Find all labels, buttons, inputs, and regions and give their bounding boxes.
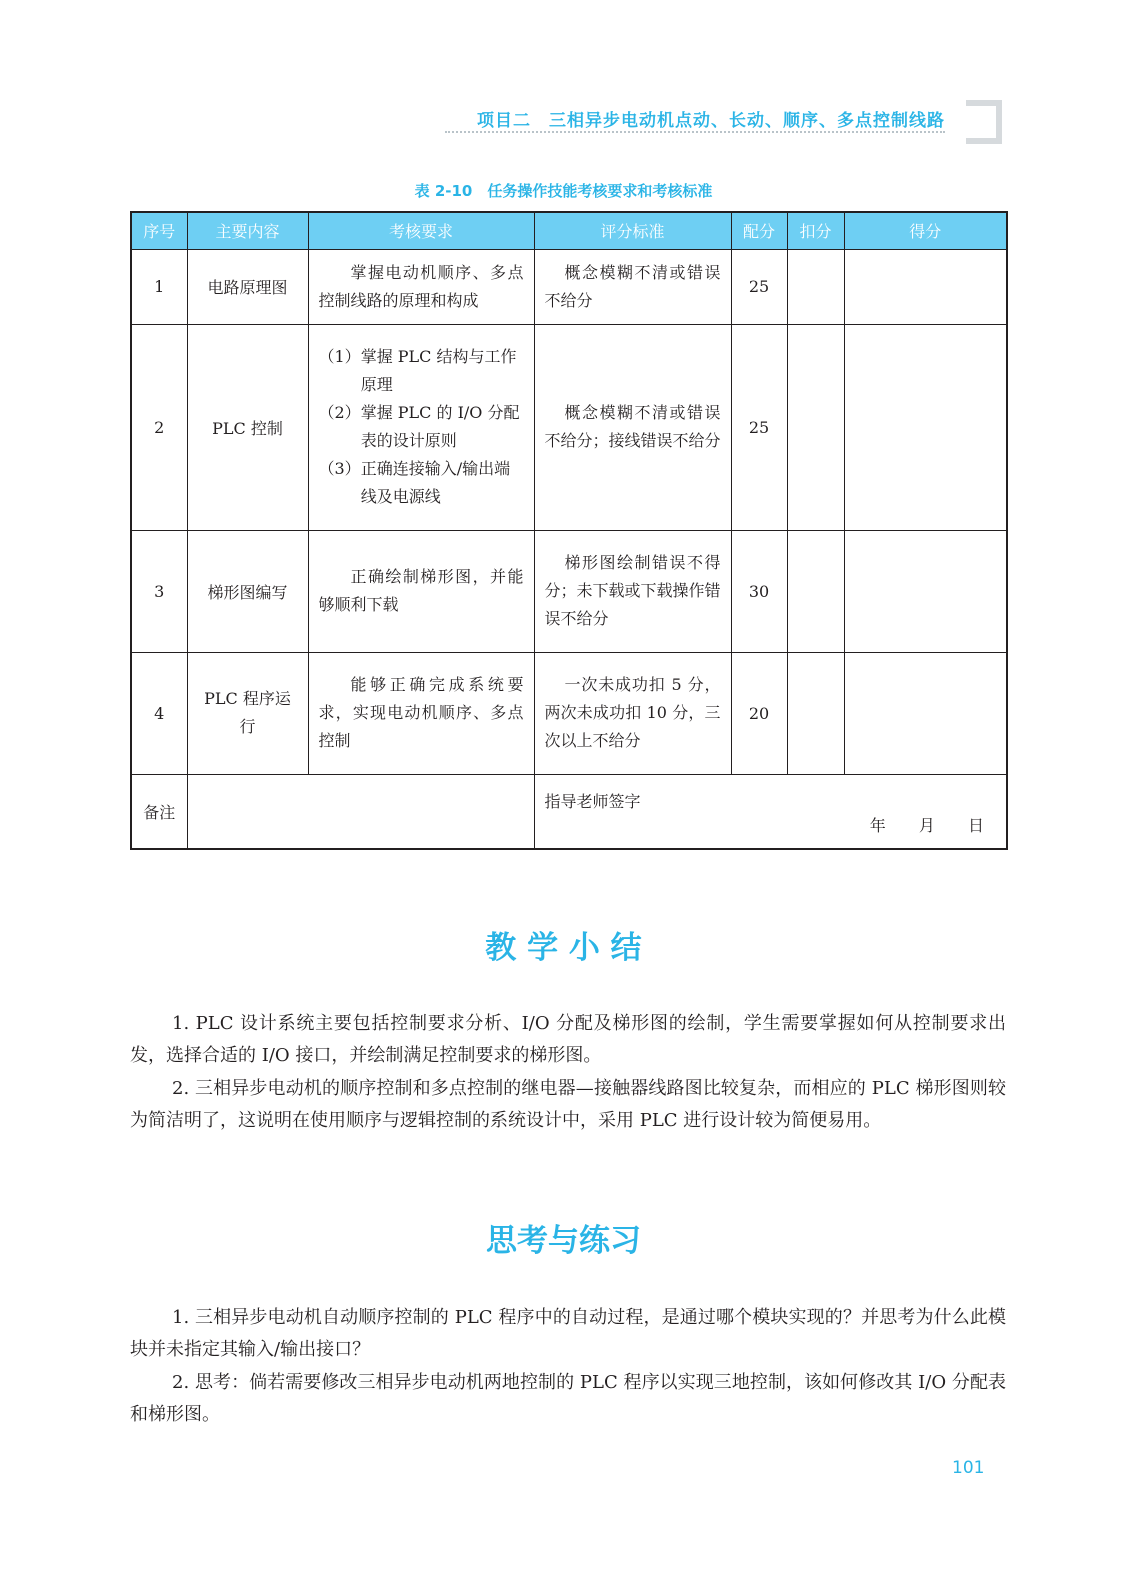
- requirement-item-number: （2）: [318, 403, 361, 422]
- cell-remarks-label: 备注: [131, 774, 187, 849]
- cell-content: PLC 程序运行: [187, 652, 308, 774]
- cell-standard: 梯形图绘制错误不得分；未下载或下载操作错误不给分: [534, 530, 731, 652]
- summary-paragraph: 2. 三相异步电动机的顺序控制和多点控制的继电器—接触器线路图比较复杂，而相应的 PLC 梯形图则较为简洁明了，这说明在使用顺序与逻辑控制的系统设计中，采用 PLC 进行设计较为简便易用。: [130, 1078, 1006, 1131]
- requirement-item: [319, 399, 524, 455]
- corner-bracket-icon: [966, 100, 1002, 144]
- cell-result: [844, 530, 1007, 652]
- col-header-requirement: 考核要求: [308, 212, 534, 249]
- table-header-row: [131, 212, 1007, 249]
- cell-no: 4: [131, 652, 187, 774]
- cell-deduction: [787, 530, 844, 652]
- requirement-item-number: （1）: [318, 347, 361, 366]
- col-header-score: 配分: [731, 212, 787, 249]
- page-header: [0, 100, 1127, 160]
- summary-title: 教 学 小 结: [485, 930, 642, 966]
- cell-result: [844, 324, 1007, 530]
- cell-requirement: 掌握电动机顺序、多点控制线路的原理和构成: [308, 249, 534, 324]
- date-day: 日: [967, 816, 984, 835]
- header-dotted-rule: [445, 131, 945, 133]
- cell-remarks: [187, 774, 534, 849]
- col-header-content: 主要内容: [187, 212, 308, 249]
- col-header-deduction: 扣分: [787, 212, 844, 249]
- exercises-title: 思考与练习: [486, 1223, 641, 1259]
- cell-score: 20: [731, 652, 787, 774]
- cell-result: [844, 652, 1007, 774]
- date-year: 年: [869, 816, 886, 835]
- cell-content: PLC 控制: [187, 324, 308, 530]
- cell-standard: 一次未成功扣 5 分，两次未成功扣 10 分，三次以上不给分: [534, 652, 731, 774]
- cell-score: 25: [731, 324, 787, 530]
- exercise-paragraph: 1. 三相异步电动机自动顺序控制的 PLC 程序中的自动过程，是通过哪个模块实现的？并思考为什么此模块并未指定其输入/输出接口？: [130, 1307, 1006, 1360]
- signature-label: 指导老师签字: [544, 791, 641, 811]
- cell-signature: [534, 774, 1007, 849]
- requirement-item: [319, 343, 524, 399]
- col-header-no: 序号: [131, 212, 187, 249]
- exercise-paragraph: 2. 思考：倘若需要修改三相异步电动机两地控制的 PLC 程序以实现三地控制，该如何修改其 I/O 分配表和梯形图。: [130, 1372, 1006, 1425]
- table-row: [131, 652, 1007, 774]
- requirement-item-text: 掌握 PLC 结构与工作原理: [360, 347, 517, 394]
- requirement-item: [319, 455, 524, 511]
- date-month: 月: [918, 816, 935, 835]
- table-caption: 表 2-10 任务操作技能考核要求和考核标准: [414, 182, 713, 200]
- summary-paragraph: 1. PLC 设计系统主要包括控制要求分析、I/O 分配及梯形图的绘制，学生需要掌握如何从控制要求出发，选择合适的 I/O 接口，并绘制满足控制要求的梯形图。: [130, 1013, 1006, 1066]
- cell-standard: 概念模糊不清或错误不给分: [534, 249, 731, 324]
- requirement-item-number: （3）: [318, 459, 361, 478]
- cell-standard: 概念模糊不清或错误不给分；接线错误不给分: [534, 324, 731, 530]
- requirement-item-text: 正确连接输入/输出端线及电源线: [360, 459, 511, 506]
- cell-content: 梯形图编写: [187, 530, 308, 652]
- cell-no: 3: [131, 530, 187, 652]
- table-row: [131, 249, 1007, 324]
- cell-requirement: 能够正确完成系统要求，实现电动机顺序、多点控制: [308, 652, 534, 774]
- page-number: 101: [952, 1458, 985, 1478]
- cell-deduction: [787, 249, 844, 324]
- cell-score: 25: [731, 249, 787, 324]
- cell-deduction: [787, 652, 844, 774]
- cell-deduction: [787, 324, 844, 530]
- requirement-item-text: 掌握 PLC 的 I/O 分配表的设计原则: [360, 403, 520, 450]
- signature-date: [842, 813, 984, 836]
- table-remarks-row: [131, 774, 1007, 849]
- cell-no: 2: [131, 324, 187, 530]
- assessment-table: [130, 211, 1008, 850]
- cell-content: 电路原理图: [187, 249, 308, 324]
- col-header-standard: 评分标准: [534, 212, 731, 249]
- cell-requirement: [308, 324, 534, 530]
- table-row: [131, 324, 1007, 530]
- col-header-result: 得分: [844, 212, 1007, 249]
- running-title: 项目二 三相异步电动机点动、长动、顺序、多点控制线路: [477, 111, 945, 131]
- cell-requirement: 正确绘制梯形图，并能够顺利下载: [308, 530, 534, 652]
- cell-no: 1: [131, 249, 187, 324]
- table-row: [131, 530, 1007, 652]
- cell-score: 30: [731, 530, 787, 652]
- cell-result: [844, 249, 1007, 324]
